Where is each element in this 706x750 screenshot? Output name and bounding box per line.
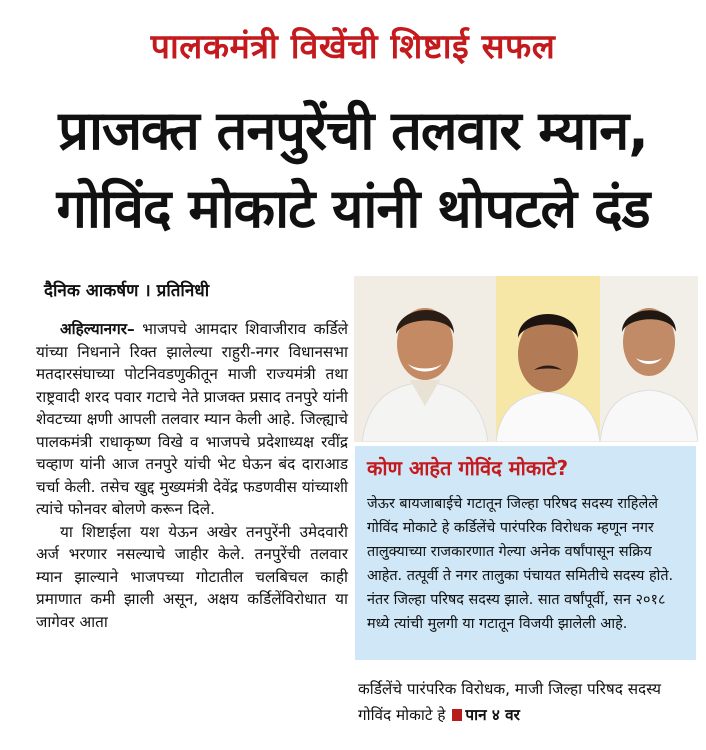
kicker-headline: पालकमंत्री विखेंची शिष्टाई सफल	[150, 27, 556, 67]
paragraph-1-text: भाजपचे आमदार शिवाजीराव कर्डिले यांच्या निधनाने रिक्त झालेल्या राहुरी-नगर विधानसभा मतदारसंघाच्या पोटनिवडणुकीतून माजी राज्यमंत्री तथा राष्ट्रवादी शरद पवार गटाचे नेते प्राजक्त प्रसाद तनपुरे यांनी शेवटच्या क्षणी आपली तलवार म्यान केली आहे. जिल्ह्याचे पालकमंत्री राधाकृष्ण विखे व भाजपचे प्रदेशाध्यक्ष रवींद्र चव्हाण यांनी आज तनपुरे यांची भेट घेऊन बंद दाराआड चर्चा केली. तसेच खुद्द मुख्यमंत्री देवेंद्र फडणवीस यांच्याशी त्यांचे फोनवर बोलणे करून दिले.	[36, 320, 348, 518]
sidebar-box	[355, 446, 696, 660]
portrait-3-image	[600, 276, 698, 442]
headline-line-2: गोविंद मोकाटे यांनी थोपटले दंड	[56, 177, 650, 240]
portrait-photo-1	[354, 276, 496, 442]
paragraph-2: या शिष्टाईला यश येऊन अखेर तनपुरेंनी उमेदवारी अर्ज भरणार नसल्याचे जाहीर केले. तनपुरेंची तलवार म्यान झाल्याने भाजपच्या गोटातील चलबिचल काही प्रमाणात कमी झाली असून, अक्षय कर्डिलेंविरोधात या जागेवर आता	[36, 522, 348, 631]
portrait-photo-2	[496, 276, 600, 442]
sidebar-text: जेऊर बायजाबाईचे गटातून जिल्हा परिषद सदस्य राहिलेले गोविंद मोकाटे हे कर्डिलेंचे पारंपरिक विरोधक म्हणून नगर तालुक्याच्या राजकारणात गेल्या अनेक वर्षांपासून सक्रिय आहेत. तत्पूर्वी ते नगर तालुका पंचायत समितीचे सदस्य होते. नंतर जिल्हा परिषद सदस्य झाले. सात वर्षांपूर्वी, सन २०१८ मध्ये त्यांची मुलगी या गटातून विजयी झालेली आहे.	[367, 496, 674, 632]
headline-line-1: प्राजक्त तनपुरेंची तलवार म्यान,	[58, 99, 648, 162]
dateline-place: अहिल्यानगर–	[60, 320, 135, 338]
page-reference: पान ४ वर	[465, 706, 520, 724]
continuation-text	[358, 676, 698, 728]
continuation-body: कर्डिलेंचे पारंपरिक विरोधक, माजी जिल्हा परिषद सदस्य गोविंद मोकाटे हे	[358, 680, 661, 724]
portrait-photo-3	[600, 276, 698, 442]
byline: दैनिक आकर्षण । प्रतिनिधी	[44, 281, 210, 301]
paragraph-1	[36, 318, 348, 521]
article-body	[36, 318, 348, 633]
sidebar-title: कोण आहेत गोविंद मोकाटे?	[367, 456, 569, 480]
continuation-marker-icon	[452, 709, 462, 721]
portrait-2-image	[496, 276, 600, 442]
portrait-1-image	[354, 276, 496, 442]
